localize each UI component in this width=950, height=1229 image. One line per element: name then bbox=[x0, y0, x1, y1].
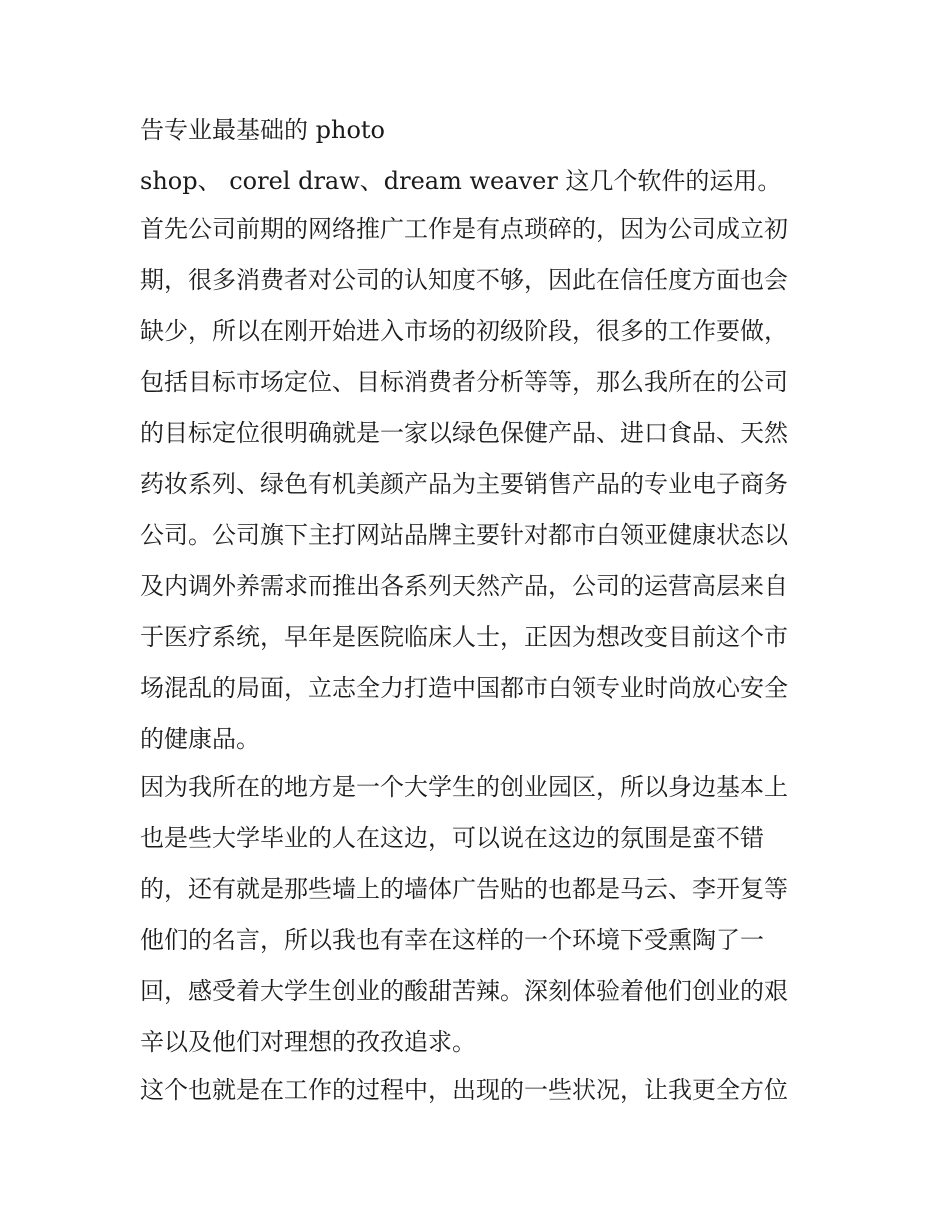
text-line-11: 于医疗系统，早年是医院临床人士，正因为想改变目前这个市 bbox=[140, 623, 788, 651]
text-line-17: 他们的名言，所以我也有幸在这样的一个环境下受熏陶了一 bbox=[140, 926, 764, 954]
text-line-18: 回，感受着大学生创业的酸甜苦辣。深刻体验着他们创业的艰 bbox=[140, 977, 788, 1005]
text-line-15: 也是些大学毕业的人在这边，可以说在这边的氛围是蛮不错 bbox=[140, 824, 764, 852]
text-line-2: shop、 corel draw、dream weaver 这几个软件的运用。 bbox=[140, 167, 782, 195]
text-line-13: 的健康品。 bbox=[140, 725, 260, 753]
text-line-1: 告专业最基础的 photo bbox=[140, 116, 385, 144]
text-line-4: 期，很多消费者对公司的认知度不够，因此在信任度方面也会 bbox=[140, 266, 788, 294]
text-line-6: 包括目标市场定位、目标消费者分析等等，那么我所在的公司 bbox=[140, 368, 788, 396]
text-line-8: 药妆系列、绿色有机美颜产品为主要销售产品的专业电子商务 bbox=[140, 470, 788, 498]
text-line-20: 这个也就是在工作的过程中，出现的一些状况，让我更全方位 bbox=[140, 1076, 788, 1104]
text-line-19: 辛以及他们对理想的孜孜追求。 bbox=[140, 1028, 476, 1056]
text-line-5: 缺少，所以在刚开始进入市场的初级阶段，很多的工作要做， bbox=[140, 317, 788, 345]
text-line-10: 及内调外养需求而推出各系列天然产品，公司的运营高层来自 bbox=[140, 572, 788, 600]
document-body bbox=[140, 108, 820, 1119]
text-line-12: 场混乱的局面，立志全力打造中国都市白领专业时尚放心安全 bbox=[140, 674, 788, 702]
text-line-3: 首先公司前期的网络推广工作是有点琐碎的，因为公司成立初 bbox=[140, 215, 788, 243]
text-line-9: 公司。公司旗下主打网站品牌主要针对都市白领亚健康状态以 bbox=[140, 521, 788, 549]
text-line-14: 因为我所在的地方是一个大学生的创业园区，所以身边基本上 bbox=[140, 773, 788, 801]
text-line-16: 的，还有就是那些墙上的墙体广告贴的也都是马云、李开复等 bbox=[140, 875, 788, 903]
text-line-7: 的目标定位很明确就是一家以绿色保健产品、进口食品、天然 bbox=[140, 419, 788, 447]
